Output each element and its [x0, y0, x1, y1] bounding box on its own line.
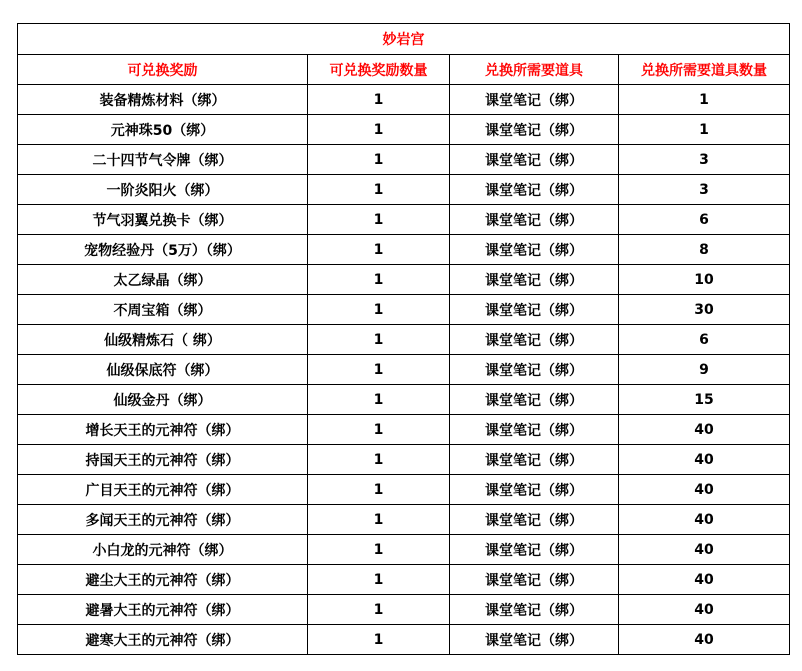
- cell-reward: 避尘大王的元神符（绑）: [18, 565, 308, 595]
- table-title-row: [18, 24, 790, 55]
- table-row: [18, 445, 790, 475]
- cell-required-item: 课堂笔记（绑）: [450, 595, 619, 625]
- cell-reward-quantity: 1: [308, 235, 450, 265]
- table-row: [18, 415, 790, 445]
- cell-reward: 仙级金丹（绑）: [18, 385, 308, 415]
- cell-reward-quantity: 1: [308, 385, 450, 415]
- cell-required-quantity: 40: [619, 595, 790, 625]
- table-row: [18, 145, 790, 175]
- cell-required-quantity: 40: [619, 625, 790, 655]
- table-row: [18, 475, 790, 505]
- table-row: [18, 205, 790, 235]
- cell-required-quantity: 40: [619, 475, 790, 505]
- cell-required-quantity: 40: [619, 445, 790, 475]
- table-row: [18, 235, 790, 265]
- cell-required-item: 课堂笔记（绑）: [450, 505, 619, 535]
- exchange-table: [17, 23, 790, 655]
- table-row: [18, 295, 790, 325]
- cell-reward-quantity: 1: [308, 445, 450, 475]
- cell-required-item: 课堂笔记（绑）: [450, 625, 619, 655]
- cell-reward: 持国天王的元神符（绑）: [18, 445, 308, 475]
- cell-required-quantity: 1: [619, 115, 790, 145]
- cell-required-quantity: 3: [619, 145, 790, 175]
- cell-reward: 太乙绿晶（绑）: [18, 265, 308, 295]
- cell-reward-quantity: 1: [308, 355, 450, 385]
- cell-reward-quantity: 1: [308, 85, 450, 115]
- cell-reward: 多闻天王的元神符（绑）: [18, 505, 308, 535]
- cell-required-item: 课堂笔记（绑）: [450, 385, 619, 415]
- cell-reward: 元神珠50（绑）: [18, 115, 308, 145]
- table-row: [18, 265, 790, 295]
- table-row: [18, 325, 790, 355]
- table-row: [18, 505, 790, 535]
- cell-reward: 装备精炼材料（绑）: [18, 85, 308, 115]
- table-row: [18, 115, 790, 145]
- cell-required-item: 课堂笔记（绑）: [450, 475, 619, 505]
- cell-reward: 增长天王的元神符（绑）: [18, 415, 308, 445]
- table-row: [18, 175, 790, 205]
- table-row: [18, 535, 790, 565]
- cell-reward-quantity: 1: [308, 625, 450, 655]
- cell-reward: 小白龙的元神符（绑）: [18, 535, 308, 565]
- cell-required-quantity: 15: [619, 385, 790, 415]
- cell-reward-quantity: 1: [308, 535, 450, 565]
- cell-reward-quantity: 1: [308, 175, 450, 205]
- cell-required-item: 课堂笔记（绑）: [450, 355, 619, 385]
- cell-required-quantity: 9: [619, 355, 790, 385]
- cell-reward: 仙级精炼石（ 绑）: [18, 325, 308, 355]
- cell-required-item: 课堂笔记（绑）: [450, 325, 619, 355]
- cell-reward-quantity: 1: [308, 205, 450, 235]
- table-container: [17, 23, 790, 655]
- cell-reward: 二十四节气令牌（绑）: [18, 145, 308, 175]
- cell-reward: 宠物经验丹（5万）（绑）: [18, 235, 308, 265]
- cell-reward-quantity: 1: [308, 325, 450, 355]
- cell-reward-quantity: 1: [308, 115, 450, 145]
- cell-reward-quantity: 1: [308, 295, 450, 325]
- cell-reward-quantity: 1: [308, 565, 450, 595]
- table-row: [18, 565, 790, 595]
- table-row: [18, 625, 790, 655]
- cell-required-item: 课堂笔记（绑）: [450, 535, 619, 565]
- cell-required-quantity: 6: [619, 325, 790, 355]
- cell-required-item: 课堂笔记（绑）: [450, 115, 619, 145]
- cell-reward-quantity: 1: [308, 475, 450, 505]
- cell-reward: 避寒大王的元神符（绑）: [18, 625, 308, 655]
- cell-required-item: 课堂笔记（绑）: [450, 445, 619, 475]
- cell-reward: 仙级保底符（绑）: [18, 355, 308, 385]
- cell-required-item: 课堂笔记（绑）: [450, 205, 619, 235]
- table-row: [18, 385, 790, 415]
- table-row: [18, 355, 790, 385]
- cell-required-quantity: 40: [619, 415, 790, 445]
- cell-reward: 广目天王的元神符（绑）: [18, 475, 308, 505]
- cell-required-quantity: 40: [619, 535, 790, 565]
- cell-reward: 不周宝箱（绑）: [18, 295, 308, 325]
- cell-required-item: 课堂笔记（绑）: [450, 295, 619, 325]
- cell-required-quantity: 6: [619, 205, 790, 235]
- cell-reward-quantity: 1: [308, 145, 450, 175]
- table-row: [18, 595, 790, 625]
- cell-required-item: 课堂笔记（绑）: [450, 265, 619, 295]
- table-header-row: [18, 55, 790, 85]
- cell-required-quantity: 1: [619, 85, 790, 115]
- header-reward: 可兑换奖励: [18, 55, 308, 85]
- table-body: [18, 24, 790, 655]
- cell-reward: 节气羽翼兑换卡（绑）: [18, 205, 308, 235]
- cell-reward-quantity: 1: [308, 415, 450, 445]
- cell-required-item: 课堂笔记（绑）: [450, 415, 619, 445]
- cell-reward-quantity: 1: [308, 595, 450, 625]
- cell-required-quantity: 40: [619, 565, 790, 595]
- header-required-quantity: 兑换所需要道具数量: [619, 55, 790, 85]
- cell-required-item: 课堂笔记（绑）: [450, 235, 619, 265]
- cell-required-item: 课堂笔记（绑）: [450, 565, 619, 595]
- cell-required-quantity: 30: [619, 295, 790, 325]
- cell-required-item: 课堂笔记（绑）: [450, 145, 619, 175]
- cell-required-quantity: 3: [619, 175, 790, 205]
- table-title: 妙岩宫: [18, 24, 790, 55]
- cell-required-quantity: 10: [619, 265, 790, 295]
- table-row: [18, 85, 790, 115]
- cell-reward: 避暑大王的元神符（绑）: [18, 595, 308, 625]
- header-required-item: 兑换所需要道具: [450, 55, 619, 85]
- cell-reward: 一阶炎阳火（绑）: [18, 175, 308, 205]
- cell-required-quantity: 40: [619, 505, 790, 535]
- cell-required-quantity: 8: [619, 235, 790, 265]
- cell-required-item: 课堂笔记（绑）: [450, 175, 619, 205]
- cell-reward-quantity: 1: [308, 505, 450, 535]
- cell-reward-quantity: 1: [308, 265, 450, 295]
- header-reward-quantity: 可兑换奖励数量: [308, 55, 450, 85]
- cell-required-item: 课堂笔记（绑）: [450, 85, 619, 115]
